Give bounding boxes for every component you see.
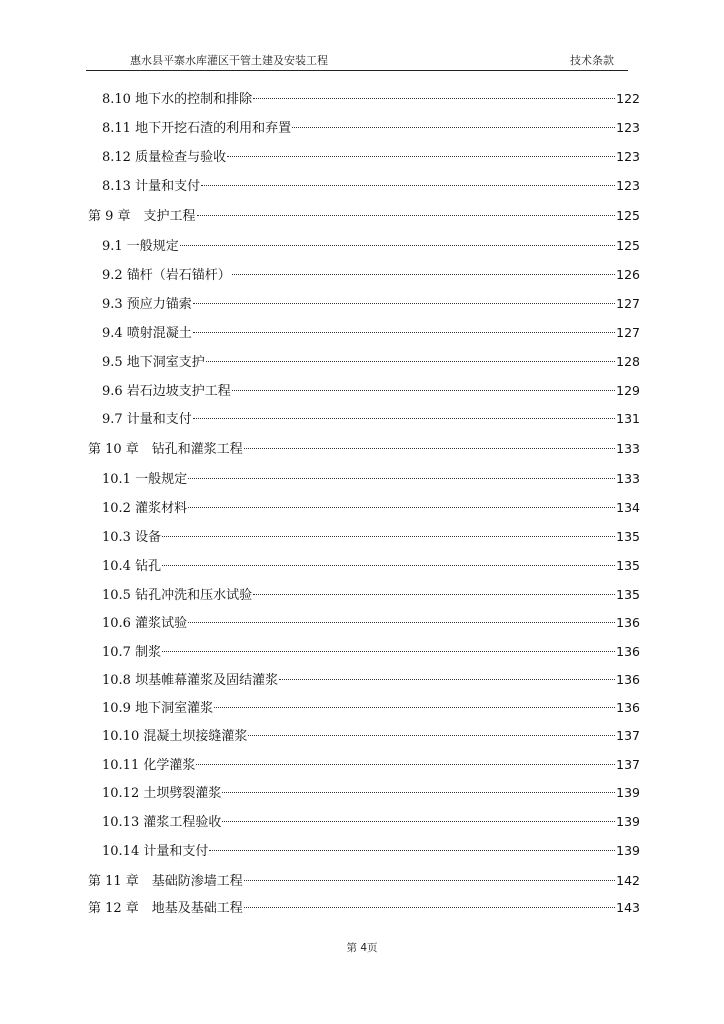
toc-section-entry[interactable]	[102, 293, 640, 315]
toc-dot-leader	[232, 390, 615, 391]
toc-entry-title: 8.12 质量检查与验收	[102, 150, 227, 165]
toc-dot-leader	[188, 507, 615, 508]
toc-entry-page-number: 137	[616, 757, 640, 772]
toc-section-entry[interactable]	[102, 264, 640, 286]
toc-dot-leader	[222, 821, 615, 822]
toc-entry-page-number: 133	[616, 441, 640, 456]
toc-entry-title: 10.5 钻孔冲洗和压水试验	[102, 588, 253, 603]
toc-entry-title: 9.6 岩石边坡支护工程	[102, 384, 231, 399]
toc-entry-page-number: 126	[616, 267, 640, 282]
toc-section-entry[interactable]	[102, 146, 640, 168]
toc-entry-title: 8.11 地下开挖石渣的利用和弃置	[102, 121, 292, 136]
toc-dot-leader	[197, 215, 616, 216]
toc-chapter-entry[interactable]	[88, 897, 640, 919]
toc-entry-title: 10.6 灌浆试验	[102, 616, 188, 631]
toc-entry-page-number: 136	[616, 644, 640, 659]
toc-entry-title: 9.7 计量和支付	[102, 412, 192, 427]
toc-entry-title: 第 10 章 钻孔和灌浆工程	[88, 442, 243, 457]
toc-entry-title: 第 12 章 地基及基础工程	[88, 901, 243, 916]
toc-section-entry[interactable]	[102, 782, 640, 804]
toc-dot-leader	[214, 707, 615, 708]
toc-entry-title: 10.12 土坝劈裂灌浆	[102, 786, 222, 801]
toc-dot-leader	[162, 565, 615, 566]
document-title: 惠水县平寨水库灌区干管土建及安装工程	[130, 54, 328, 67]
toc-dot-leader	[162, 651, 615, 652]
toc-entry-page-number: 139	[616, 814, 640, 829]
toc-entry-page-number: 135	[616, 529, 640, 544]
toc-entry-page-number: 123	[616, 120, 640, 135]
toc-entry-page-number: 135	[616, 587, 640, 602]
toc-section-entry[interactable]	[102, 497, 640, 519]
toc-entry-page-number: 136	[616, 700, 640, 715]
toc-dot-leader	[193, 332, 615, 333]
toc-entry-title: 9.2 锚杆（岩石锚杆）	[102, 268, 231, 283]
toc-entry-page-number: 143	[616, 900, 640, 915]
toc-dot-leader	[222, 792, 615, 793]
toc-entry-title: 第 11 章 基础防渗墙工程	[88, 874, 243, 889]
toc-dot-leader	[180, 245, 615, 246]
toc-section-entry[interactable]	[102, 840, 640, 862]
toc-entry-page-number: 125	[616, 238, 640, 253]
toc-section-entry[interactable]	[102, 322, 640, 344]
toc-entry-title: 9.3 预应力锚索	[102, 297, 192, 312]
toc-entry-page-number: 127	[616, 296, 640, 311]
toc-entry-title: 9.5 地下洞室支护	[102, 355, 205, 370]
toc-entry-page-number: 131	[616, 411, 640, 426]
toc-entry-title: 9.1 一般规定	[102, 239, 179, 254]
toc-entry-page-number: 127	[616, 325, 640, 340]
document-section-name: 技术条款	[570, 54, 614, 67]
toc-section-entry[interactable]	[102, 380, 640, 402]
toc-entry-page-number: 136	[616, 615, 640, 630]
toc-entry-page-number: 136	[616, 672, 640, 687]
toc-chapter-entry[interactable]	[88, 438, 640, 460]
toc-section-entry[interactable]	[102, 235, 640, 257]
toc-chapter-entry[interactable]	[88, 205, 640, 227]
toc-entry-title: 10.4 钻孔	[102, 559, 162, 574]
toc-entry-title: 10.9 地下洞室灌浆	[102, 701, 214, 716]
toc-section-entry[interactable]	[102, 584, 640, 606]
page-header	[86, 52, 628, 71]
toc-dot-leader	[232, 274, 615, 275]
toc-entry-title: 10.10 混凝土坝接缝灌浆	[102, 729, 248, 744]
toc-section-entry[interactable]	[102, 351, 640, 373]
toc-dot-leader	[188, 478, 615, 479]
page-number: 第 4页	[346, 942, 378, 954]
toc-dot-leader	[193, 418, 615, 419]
toc-entry-page-number: 137	[616, 728, 640, 743]
toc-dot-leader	[244, 448, 615, 449]
toc-dot-leader	[248, 735, 615, 736]
toc-dot-leader	[193, 303, 615, 304]
toc-section-entry[interactable]	[102, 408, 640, 430]
toc-dot-leader	[253, 98, 615, 99]
toc-entry-page-number: 125	[616, 208, 640, 223]
toc-dot-leader	[244, 907, 615, 908]
toc-section-entry[interactable]	[102, 612, 640, 634]
toc-dot-leader	[162, 536, 615, 537]
toc-section-entry[interactable]	[102, 175, 640, 197]
toc-dot-leader	[279, 679, 615, 680]
toc-entry-title: 9.4 喷射混凝土	[102, 326, 192, 341]
toc-section-entry[interactable]	[102, 811, 640, 833]
toc-dot-leader	[227, 156, 615, 157]
toc-entry-page-number: 139	[616, 843, 640, 858]
toc-entry-title: 8.13 计量和支付	[102, 179, 201, 194]
toc-entry-page-number: 129	[616, 383, 640, 398]
toc-entry-page-number: 142	[616, 873, 640, 888]
toc-entry-title: 8.10 地下水的控制和排除	[102, 92, 253, 107]
toc-entry-title: 10.1 一般规定	[102, 472, 188, 487]
toc-entry-title: 10.3 设备	[102, 530, 162, 545]
toc-entry-page-number: 123	[616, 178, 640, 193]
toc-section-entry[interactable]	[102, 555, 640, 577]
toc-section-entry[interactable]	[102, 725, 640, 747]
toc-entry-page-number: 128	[616, 354, 640, 369]
toc-entry-page-number: 134	[616, 500, 640, 515]
toc-entry-title: 10.2 灌浆材料	[102, 501, 188, 516]
toc-dot-leader	[188, 622, 615, 623]
toc-section-entry[interactable]	[102, 669, 640, 691]
toc-dot-leader	[292, 127, 615, 128]
toc-section-entry[interactable]	[102, 117, 640, 139]
toc-entry-page-number: 135	[616, 558, 640, 573]
toc-section-entry[interactable]	[102, 88, 640, 110]
toc-entry-page-number: 122	[616, 91, 640, 106]
toc-dot-leader	[253, 594, 615, 595]
toc-dot-leader	[196, 764, 615, 765]
toc-entry-title: 第 9 章 支护工程	[88, 209, 196, 224]
toc-chapter-entry[interactable]	[88, 870, 640, 892]
toc-section-entry[interactable]	[102, 526, 640, 548]
toc-entry-title: 10.8 坝基帷幕灌浆及固结灌浆	[102, 673, 279, 688]
toc-entry-page-number: 139	[616, 785, 640, 800]
toc-section-entry[interactable]	[102, 697, 640, 719]
toc-dot-leader	[201, 185, 615, 186]
toc-section-entry[interactable]	[102, 468, 640, 490]
toc-entry-title: 10.7 制浆	[102, 645, 162, 660]
toc-entry-page-number: 123	[616, 149, 640, 164]
toc-entry-title: 10.11 化学灌浆	[102, 758, 196, 773]
toc-entry-title: 10.13 灌浆工程验收	[102, 815, 222, 830]
toc-dot-leader	[209, 850, 615, 851]
toc-dot-leader	[244, 880, 615, 881]
toc-section-entry[interactable]	[102, 641, 640, 663]
toc-entry-title: 10.14 计量和支付	[102, 844, 209, 859]
toc-section-entry[interactable]	[102, 754, 640, 776]
toc-dot-leader	[206, 361, 615, 362]
toc-entry-page-number: 133	[616, 471, 640, 486]
